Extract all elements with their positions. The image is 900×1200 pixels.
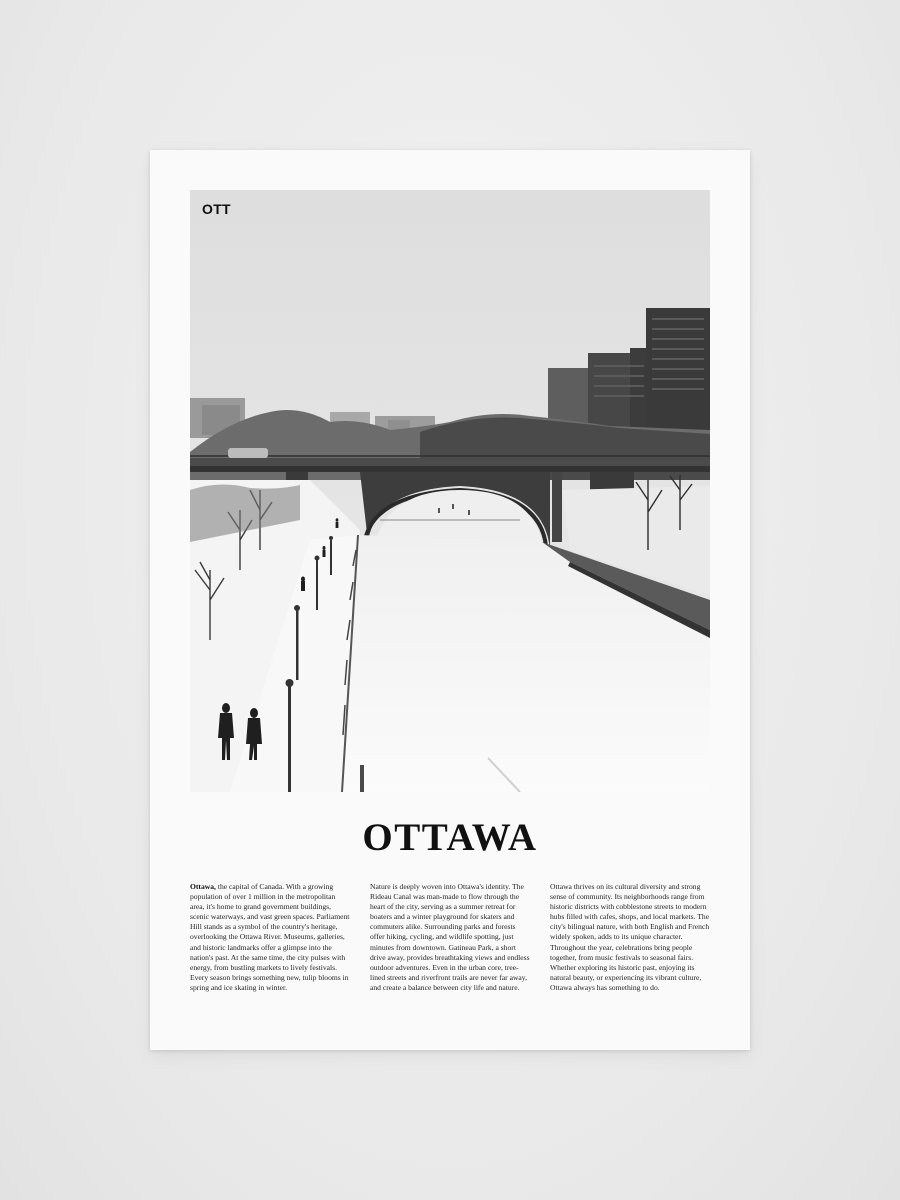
poster	[150, 150, 750, 1050]
text-column-1	[190, 882, 350, 993]
snowy-canal-bridge-photo	[190, 190, 710, 792]
column-body-text: Ottawa thrives on its cultural diversity and strong sense of community. Its neighborhoods range from historic districts with cobblestone streets to modern hubs filled with cafes, shops, and local markets. The city's bilingual nature, with both English and French widely spoken, adds to its unique character. Throughout the year, celebrations bring people together, from music festivals to seasonal fairs. Whether exploring its historic past, enjoying its natural beauty, or experiencing its vibrant culture, Ottawa always has something to do.	[550, 882, 710, 992]
column-body-text: the capital of Canada. With a growing population of over 1 million in the metropolitan area, it's home to grand government buildings, scenic waterways, and vast green spaces. Parliament Hill stands as a symbol of the country's heritage, overlooking the Ottawa River. Museums, galleries, and historic landmarks offer a glimpse into the nation's past. At the same time, the city pulses with energy, from bustling markets to lively festivals. Every season brings something new, tulip blooms in spring and ice skating in winter.	[190, 882, 350, 992]
text-column-3	[550, 882, 710, 993]
city-code-label: OTT	[202, 201, 231, 217]
text-column-2	[370, 882, 530, 993]
canal-photo	[190, 190, 710, 792]
column-lead-text: Ottawa,	[190, 882, 216, 891]
column-body-text: Nature is deeply woven into Ottawa's identity. The Rideau Canal was man-made to flow through the heart of the city, serving as a summer retreat for boaters and a winter playground for skaters and commuters alike. Surrounding parks and forests offer hiking, cycling, and wildlife spotting, just minutes from downtown. Gatineau Park, a short drive away, provides breathtaking views and endless outdoor adventures. Even in the urban core, tree-lined streets and riverfront trails are never far away, and create a balance between city life and nature.	[370, 882, 530, 992]
poster-title: OTTAWA	[362, 816, 538, 859]
